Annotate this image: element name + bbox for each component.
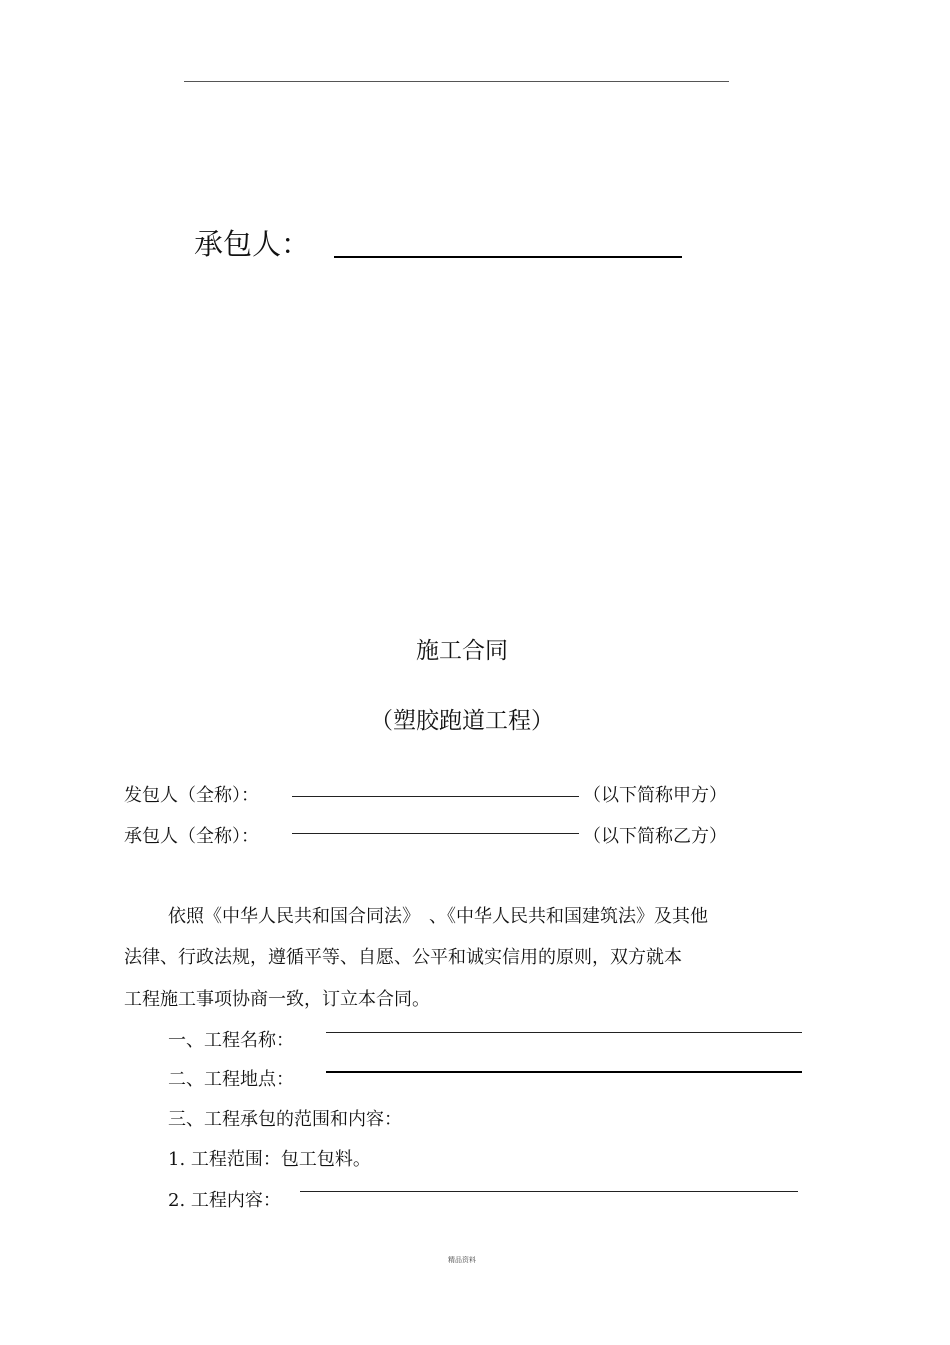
- party-b-note: （以下简称乙方）: [583, 826, 727, 847]
- party-a-label: 发包人（全称）：: [124, 785, 259, 806]
- preamble-line: 依照《中华人民共和国合同法》 、《中华人民共和国建筑法》及其他: [168, 906, 708, 927]
- project-name-blank: [326, 1032, 802, 1033]
- party-a-blank: [292, 796, 579, 797]
- cover-contractor-blank: [334, 256, 682, 258]
- party-b-blank: [292, 833, 579, 834]
- header-rule: [184, 81, 729, 82]
- project-content-blank: [300, 1191, 798, 1192]
- document-title: 施工合同: [416, 638, 508, 664]
- preamble-line: 工程施工事项协商一致，订立本合同。: [124, 989, 430, 1010]
- document-subtitle: （塑胶跑道工程）: [370, 708, 554, 734]
- party-b-label: 承包人（全称）：: [124, 826, 259, 847]
- project-name-label: 一、工程名称：: [168, 1030, 294, 1051]
- project-location-blank: [326, 1071, 802, 1073]
- party-a-note: （以下简称甲方）: [583, 785, 727, 806]
- preamble-line: 法律、行政法规，遵循平等、自愿、公平和诚实信用的原则，双方就本: [124, 947, 682, 968]
- project-content-label: 2. 工程内容：: [168, 1190, 281, 1211]
- project-location-label: 二、工程地点：: [168, 1069, 294, 1090]
- project-scope-heading: 三、工程承包的范围和内容：: [168, 1109, 402, 1130]
- project-scope-range: 1. 工程范围：包工包料。: [168, 1149, 371, 1170]
- footer-note: 精品资料: [448, 1256, 476, 1264]
- cover-contractor-label: 承包人：: [194, 227, 311, 261]
